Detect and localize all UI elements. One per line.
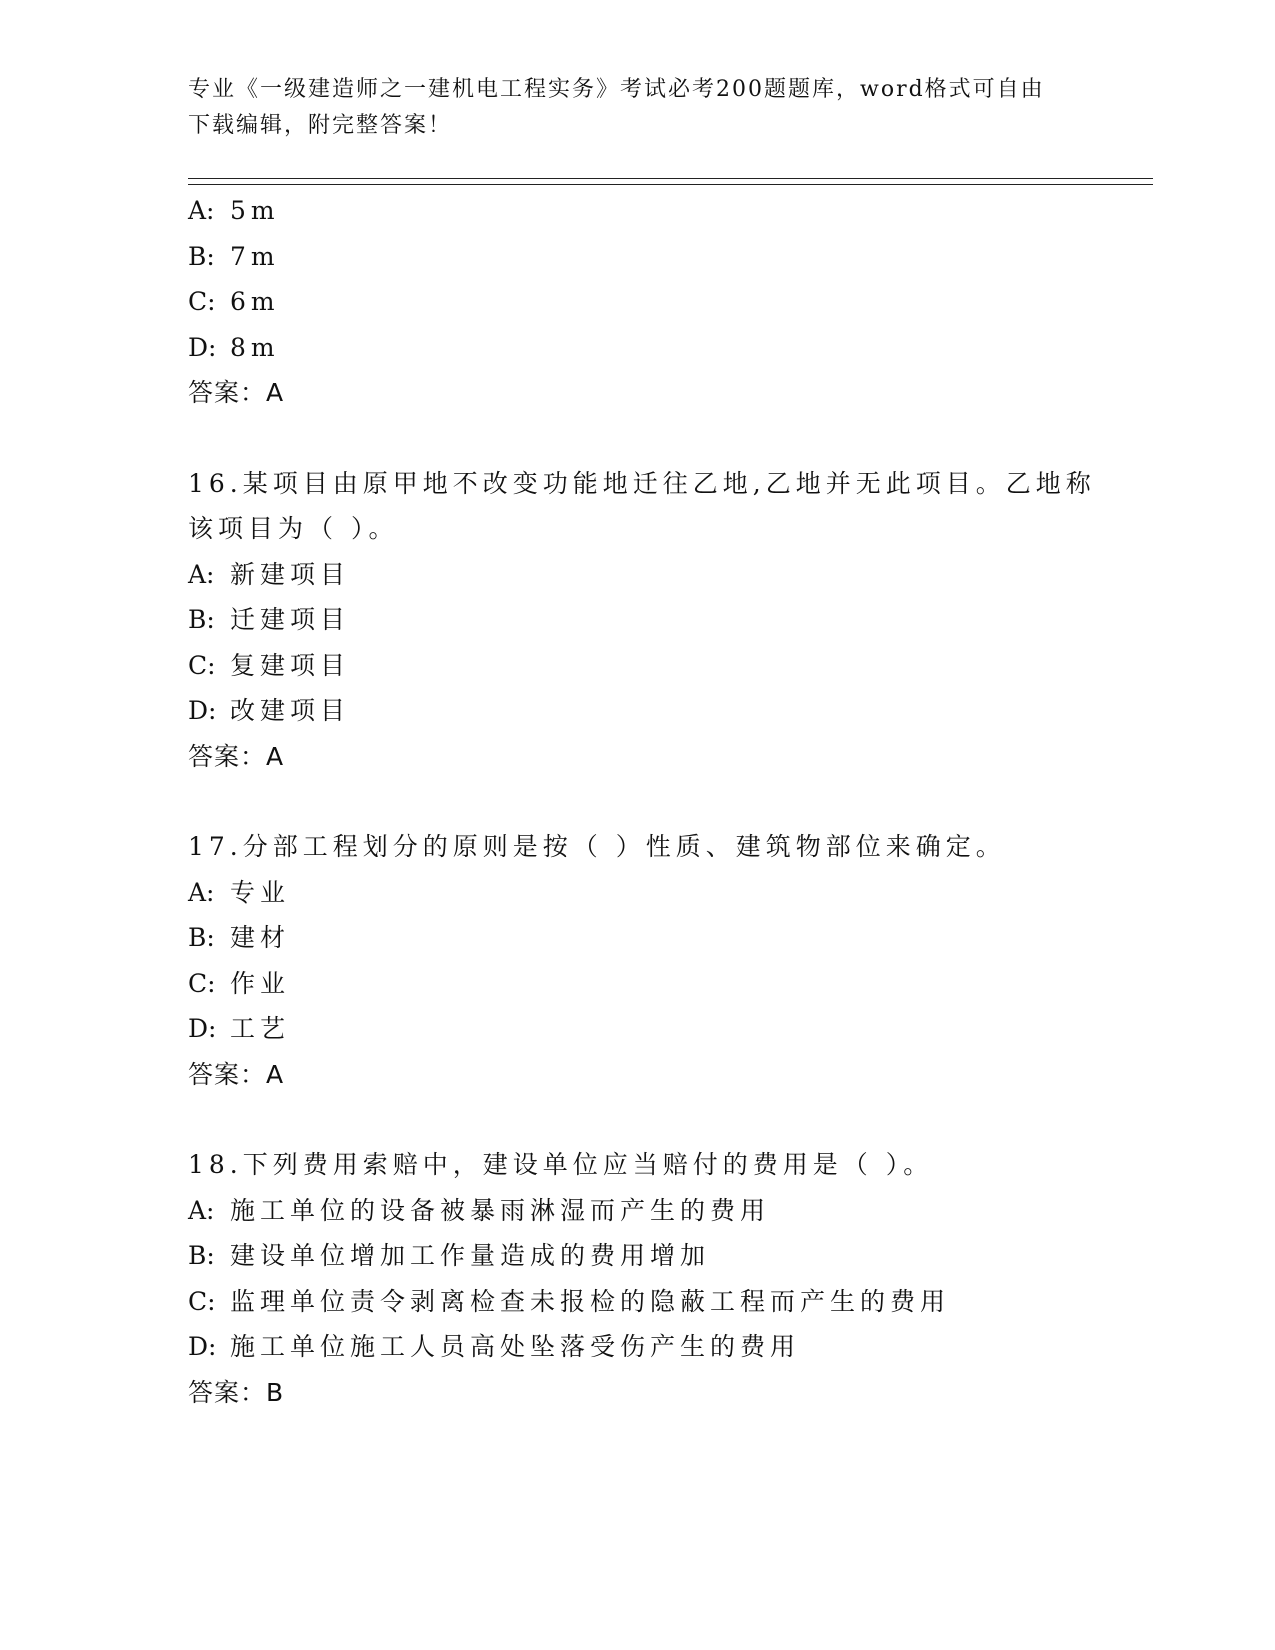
option-text: 建材 xyxy=(230,923,291,952)
answer: 答案：B xyxy=(188,1377,285,1407)
option-letter: C: xyxy=(188,1286,216,1316)
option-text: 工艺 xyxy=(230,1014,291,1043)
answer: 答案：A xyxy=(188,741,285,771)
question-text-line-1: 18.下列费用索赔中，建设单位应当赔付的费用是（ ）。 xyxy=(188,1150,934,1179)
header-line-2: 下载编辑，附完整答案！ xyxy=(188,113,453,138)
option-text: 7m xyxy=(230,241,280,271)
option-letter: A: xyxy=(188,559,215,589)
option-text: 建设单位增加工作量造成的费用增加 xyxy=(230,1241,711,1270)
option-text: 施工单位施工人员高处坠落受伤产生的费用 xyxy=(230,1332,801,1361)
question-text-line-1: 16.某项目由原甲地不改变功能地迁往乙地,乙地并无此项目。乙地称 xyxy=(188,468,1096,498)
question-15 xyxy=(188,188,1088,416)
option-letter: C: xyxy=(188,968,216,998)
option-letter: C: xyxy=(188,287,216,316)
answer: 答案：A xyxy=(188,378,285,407)
option-letter: B: xyxy=(188,1241,215,1270)
option-c xyxy=(188,643,1088,689)
question-text-line-2: 该项目为（ ）。 xyxy=(188,514,399,543)
option-letter: D: xyxy=(188,332,217,362)
header-divider xyxy=(188,178,1153,185)
option-b xyxy=(188,597,1088,643)
option-text: 5m xyxy=(230,196,280,225)
option-text: 6m xyxy=(230,287,280,316)
option-text: 作业 xyxy=(230,968,291,998)
spacer xyxy=(188,779,1088,824)
spacer xyxy=(188,416,1088,461)
document-header xyxy=(188,72,1088,144)
answer: 答案：A xyxy=(188,1059,285,1089)
option-text: 专业 xyxy=(230,877,291,907)
document-body xyxy=(188,188,1096,1415)
option-letter: B: xyxy=(188,923,215,952)
option-c xyxy=(188,279,1088,325)
question-16 xyxy=(188,461,1096,780)
spacer xyxy=(188,1097,1088,1142)
option-b xyxy=(188,915,1088,961)
option-letter: B: xyxy=(188,241,215,271)
option-a xyxy=(188,188,1088,234)
option-letter: B: xyxy=(188,605,215,634)
option-text: 监理单位责令剥离检查未报检的隐蔽工程而产生的费用 xyxy=(230,1286,951,1316)
option-letter: D: xyxy=(188,696,217,725)
option-text: 新建项目 xyxy=(230,559,351,589)
option-text: 改建项目 xyxy=(230,696,351,725)
option-d xyxy=(188,325,1088,371)
option-d xyxy=(188,688,1088,734)
option-letter: A: xyxy=(188,1195,215,1225)
option-c xyxy=(188,961,1088,1007)
option-letter: A: xyxy=(188,877,215,907)
option-text: 施工单位的设备被暴雨淋湿而产生的费用 xyxy=(230,1195,771,1225)
option-a xyxy=(188,552,1088,598)
question-text-line-1: 17.分部工程划分的原则是按（ ）性质、建筑物部位来确定。 xyxy=(188,832,1006,861)
header-line-1: 专业《一级建造师之一建机电工程实务》考试必考200题题库，word格式可自由 xyxy=(188,77,1045,102)
option-letter: A: xyxy=(188,196,215,225)
option-a xyxy=(188,1188,1088,1234)
option-c xyxy=(188,1279,1088,1325)
option-text: 8m xyxy=(230,332,280,362)
question-18 xyxy=(188,1142,1088,1415)
option-letter: C: xyxy=(188,650,216,680)
option-letter: D: xyxy=(188,1332,217,1361)
option-letter: D: xyxy=(188,1014,217,1043)
question-17 xyxy=(188,824,1088,1097)
option-b xyxy=(188,1233,1088,1279)
option-d xyxy=(188,1006,1088,1052)
option-text: 迁建项目 xyxy=(230,605,351,634)
option-text: 复建项目 xyxy=(230,650,351,680)
option-a xyxy=(188,870,1088,916)
option-d xyxy=(188,1324,1088,1370)
option-b xyxy=(188,234,1088,280)
